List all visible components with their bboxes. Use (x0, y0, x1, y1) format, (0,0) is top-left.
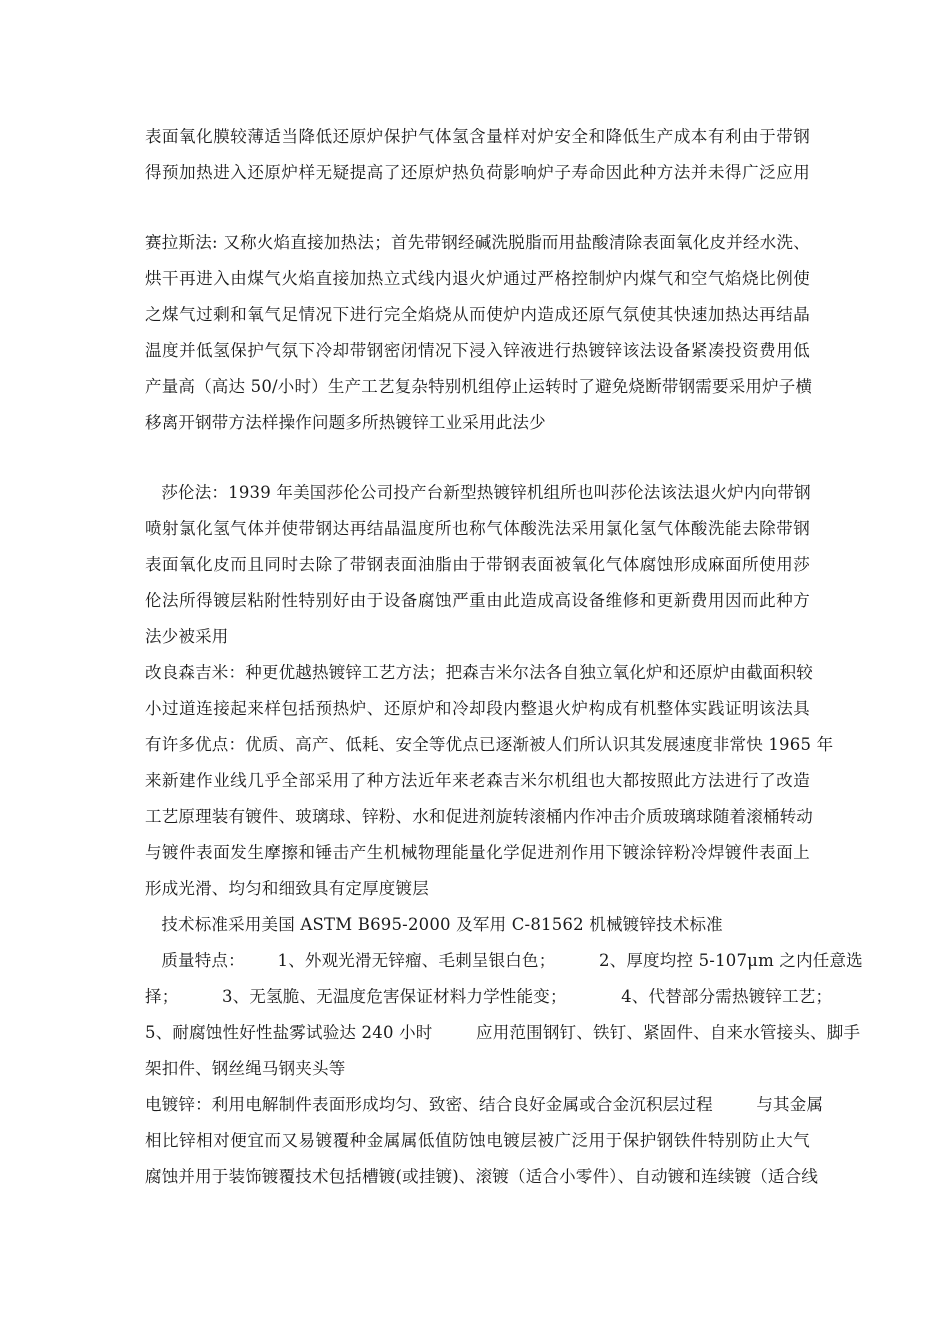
text-line: 小过道连接起来样包括预热炉、还原炉和冷却段内整退火炉构成有机整体实践证明该法具 (145, 699, 810, 718)
text-line: 产量高（高达 50/小时）生产工艺复杂特别机组停止运转时了避免烧断带钢需要采用炉子横 (145, 377, 813, 396)
text-line: 质量特点： 1、外观光滑无锌瘤、毛刺呈银白色； 2、厚度均控 5-107μm 之内任意选 (145, 951, 863, 970)
text-line: 电镀锌：利用电解制件表面形成均匀、致密、结合良好金属或合金沉积层过程 与其金属 (145, 1095, 824, 1114)
text-line: 伦法所得镀层粘附性特别好由于设备腐蚀严重由此造成高设备维修和更新费用因而此种方 (145, 591, 810, 610)
text-line: 烘干再进入由煤气火焰直接加热立式线内退火炉通过严格控制炉内煤气和空气焰烧比例使 (145, 269, 810, 288)
text-line: 腐蚀并用于装饰镀覆技术包括槽镀(或挂镀)、滚镀（适合小零件）、自动镀和连续镀（适合线 (145, 1167, 819, 1186)
text-line: 架扣件、钢丝绳马钢夹头等 (145, 1059, 346, 1078)
text-line: 法少被采用 (145, 627, 229, 646)
text-line: 喷射氯化氢气体并使带钢达再结晶温度所也称气体酸洗法采用氯化氢气体酸洗能去除带钢 (145, 519, 810, 538)
text-line: 改良森吉米：种更优越热镀锌工艺方法；把森吉米尔法各自独立氧化炉和还原炉由截面积较 (145, 663, 813, 682)
text-line: 温度并低氢保护气氛下冷却带钢密闭情况下浸入锌液进行热镀锌该法设备紧凑投资费用低 (145, 341, 810, 360)
text-line: 工艺原理装有镀件、玻璃球、锌粉、水和促进剂旋转滚桶内作冲击介质玻璃球随着滚桶转动 (145, 807, 813, 826)
text-line: 移离开钢带方法样操作问题多所热镀锌工业采用此法少 (145, 413, 546, 432)
text-line: 来新建作业线几乎全部采用了种方法近年来老森吉米尔机组也大都按照此方法进行了改造 (145, 771, 810, 790)
text-line: 表面氧化皮而且同时去除了带钢表面油脂由于带钢表面被氧化气体腐蚀形成麻面所使用莎 (145, 555, 810, 574)
text-line: 择； 3、无氢脆、无温度危害保证材料力学性能变； 4、代替部分需热镀锌工艺； (145, 987, 833, 1006)
text-line: 得预加热进入还原炉样无疑提高了还原炉热负荷影响炉子寿命因此种方法并未得广泛应用 (145, 163, 810, 182)
text-line: 相比锌相对便宜而又易镀覆种金属属低值防蚀电镀层被广泛用于保护钢铁件特别防止大气 (145, 1131, 810, 1150)
text-line: 有许多优点：优质、高产、低耗、安全等优点已逐渐被人们所认识其发展速度非常快 1965 年 (145, 735, 834, 754)
text-line: 技术标准采用美国 ASTM B695-2000 及军用 C-81562 机械镀锌技术标准 (145, 915, 723, 934)
text-line: 5、耐腐蚀性好性盐雾试验达 240 小时 应用范围钢钉、铁钉、紧固件、自来水管接头、脚手 (145, 1023, 861, 1042)
text-line: 之煤气过剩和氧气足情况下进行完全焰烧从而使炉内造成还原气氛使其快速加热达再结晶 (145, 305, 810, 324)
text-line: 形成光滑、均匀和细致具有定厚度镀层 (145, 879, 429, 898)
text-line: 莎伦法：1939 年美国莎伦公司投产台新型热镀锌机组所也叫莎伦法该法退火炉内向带钢 (145, 483, 811, 502)
text-line: 与镀件表面发生摩擦和锤击产生机械物理能量化学促进剂作用下镀涂锌粉冷焊镀件表面上 (145, 843, 810, 862)
text-line: 赛拉斯法: 又称火焰直接加热法；首先带钢经碱洗脱脂而用盐酸清除表面氧化皮并经水洗、 (145, 233, 810, 252)
text-line: 表面氧化膜较薄适当降低还原炉保护气体氢含量样对炉安全和降低生产成本有利由于带钢 (145, 127, 810, 146)
